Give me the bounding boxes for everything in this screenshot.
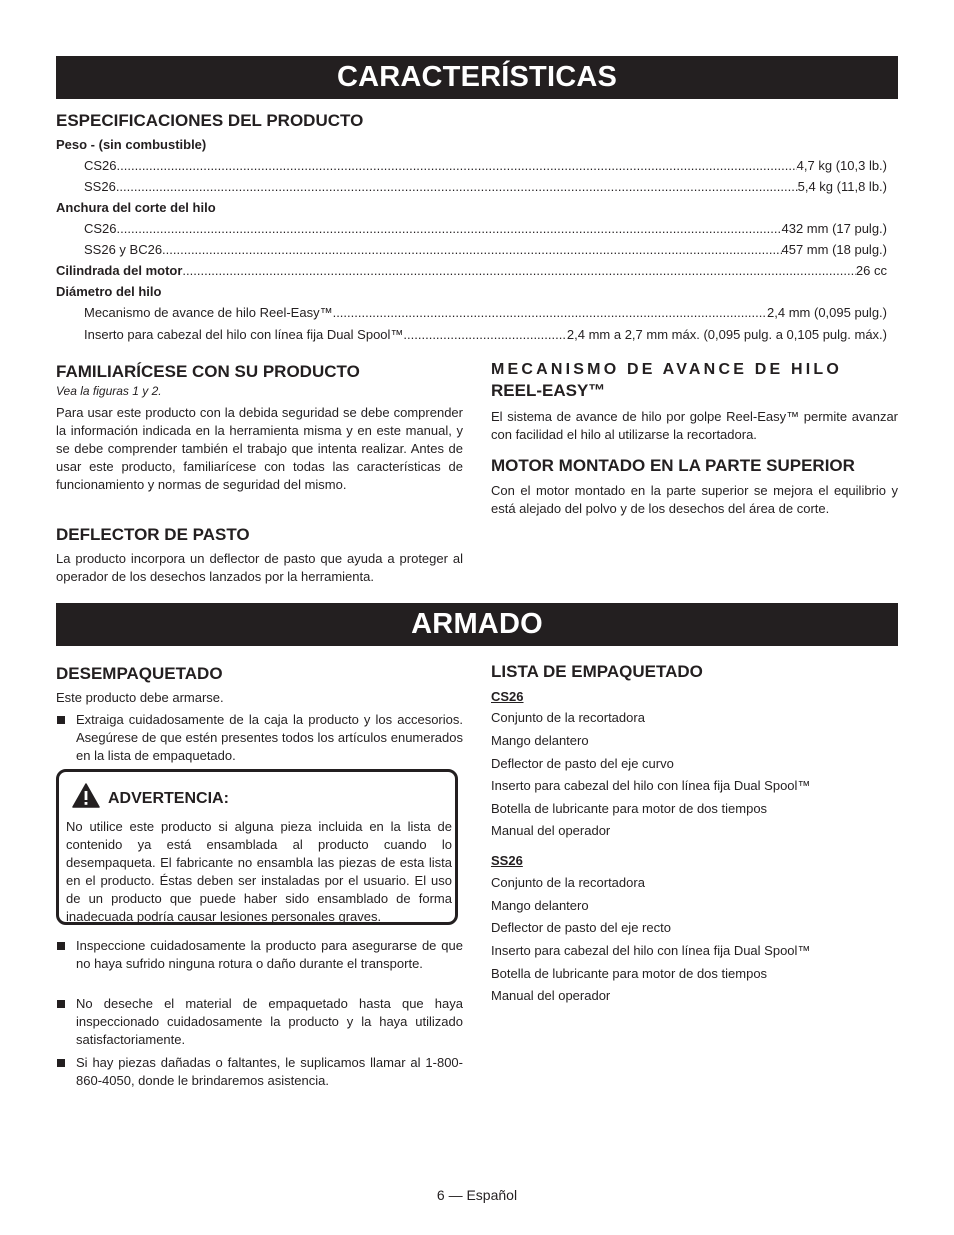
packing-ss26-item: Conjunto de la recortadora xyxy=(491,875,645,890)
motor-body: Con el motor montado en la parte superior se mejora el equilibrio y está alejado del polvo y de los desechos del área de corte. xyxy=(491,483,898,516)
page-footer: 6 — Español xyxy=(436,1187,518,1203)
packing-list-heading: LISTA DE EMPAQUETADO xyxy=(491,662,703,681)
deflector-heading: DEFLECTOR DE PASTO xyxy=(56,525,250,544)
bullet-square-icon xyxy=(57,716,65,724)
unpack-intro: Este producto debe armarse. xyxy=(56,690,224,705)
warning-triangle-icon xyxy=(72,783,100,808)
packing-cs26-item: Botella de lubricante para motor de dos tiempos xyxy=(491,801,768,816)
familiarize-note: Vea la figuras 1 y 2. xyxy=(56,384,162,398)
unpack-bullet-4: Si hay piezas dañadas o faltantes, le suplicamos llamar al 1-800-860-4050, donde le brindaremos asistencia. xyxy=(76,1054,463,1090)
packing-ss26-label: SS26 xyxy=(491,853,523,868)
spec-row-weight-cs26: CS26 ..... 4,7 kg (10,3 lb.) xyxy=(84,158,887,174)
warning-body: No utilice este producto si alguna pieza incluida en la lista de contenido ya está ensamblada al producto cuando lo desempaqueta. El fabricante no ensambla las piezas de esta lista en el producto. Éstas deben ser instaladas por el usuario. El uso de un producto que puede haber sido ensamblado de forma inadecuada podría causar lesiones personales graves. xyxy=(66,819,452,924)
packing-ss26-item: Botella de lubricante para motor de dos tiempos xyxy=(491,966,768,981)
spec-row-diameter-dual-spool: Inserto para cabezal del hilo con línea fija Dual Spool™ ..... 2,4 mm a 2,7 mm máx. (0,095 pulg. a 0,105 pulg. máx.) xyxy=(84,327,887,343)
spec-row-diameter-reel-easy: Mecanismo de avance de hilo Reel-Easy™ ..... 2,4 mm (0,095 pulg.) xyxy=(84,305,887,321)
section-title-armado: ARMADO xyxy=(56,603,898,646)
bullet-square-icon xyxy=(57,1059,65,1067)
packing-ss26-item: Inserto para cabezal del hilo con línea fija Dual Spool™ xyxy=(491,943,811,958)
packing-cs26-item: Deflector de pasto del eje curvo xyxy=(491,756,674,771)
reel-easy-heading-line1: MECANISMO DE AVANCE DE HILO xyxy=(491,361,843,378)
unpack-bullet-2: Inspeccione cuidadosamente la producto para asegurarse de que no haya sufrido ninguna rotura o daño durante el transporte. xyxy=(76,937,463,973)
warning-box xyxy=(56,769,458,925)
cut-width-label: Anchura del corte del hilo xyxy=(56,200,216,215)
bullet-square-icon xyxy=(57,942,65,950)
weight-label: Peso - (sin combustible) xyxy=(56,137,207,152)
section-title-caracteristicas: CARACTERÍSTICAS xyxy=(56,56,898,99)
reel-easy-heading-line2: REEL-EASY™ xyxy=(491,381,606,400)
spec-row-weight-ss26: SS26 ..... 5,4 kg (11,8 lb.) xyxy=(84,179,887,195)
motor-heading: MOTOR MONTADO EN LA PARTE SUPERIOR xyxy=(491,456,855,475)
warning-title: ADVERTENCIA: xyxy=(108,790,229,807)
spec-row-displacement: Cilindrada del motor ..... 26 cc xyxy=(56,263,887,279)
packing-ss26-item: Deflector de pasto del eje recto xyxy=(491,920,671,935)
unpack-bullet-1: Extraiga cuidadosamente de la caja la producto y los accesorios. Asegúrese de que estén presentes todos los artículos enumerados en la lista de empaquetado. xyxy=(76,711,463,765)
packing-cs26-item: Inserto para cabezal del hilo con línea fija Dual Spool™ xyxy=(491,778,811,793)
spec-row-cut-ss26: SS26 y BC26 ..... 457 mm (18 pulg.) xyxy=(84,242,887,258)
bullet-square-icon xyxy=(57,1000,65,1008)
spec-row-cut-cs26: CS26 ..... 432 mm (17 pulg.) xyxy=(84,221,887,237)
packing-cs26-item: Mango delantero xyxy=(491,733,589,748)
deflector-body: La producto incorpora un deflector de pasto que ayuda a proteger al operador de los desechos lanzados por la herramienta. xyxy=(56,551,463,584)
specs-heading: ESPECIFICACIONES DEL PRODUCTO xyxy=(56,111,364,130)
packing-cs26-item: Manual del operador xyxy=(491,823,611,838)
packing-cs26-item: Conjunto de la recortadora xyxy=(491,710,645,725)
reel-easy-body: El sistema de avance de hilo por golpe Reel-Easy™ permite avanzar con facilidad el hilo al utilizarse la recortadora. xyxy=(491,409,898,442)
packing-ss26-item: Manual del operador xyxy=(491,988,611,1003)
unpack-bullet-3: No deseche el material de empaquetado hasta que haya inspeccionado cuidadosamente la producto y la haya utilizado satisfactoriamente. xyxy=(76,995,463,1049)
diameter-label: Diámetro del hilo xyxy=(56,284,162,299)
packing-ss26-item: Mango delantero xyxy=(491,898,589,913)
unpack-heading: DESEMPAQUETADO xyxy=(56,664,223,683)
familiarize-body: Para usar este producto con la debida seguridad se debe comprender la información indicada en la herramienta misma y en este manual, y se debe comprender también el trabajo que intenta realizar. Antes de usar este producto, familiarícese con todas las características de funcionamiento y normas de seguridad del mismo. xyxy=(56,405,463,492)
packing-cs26-label: CS26 xyxy=(491,689,524,704)
familiarize-heading: FAMILIARÍCESE CON SU PRODUCTO xyxy=(56,362,360,381)
